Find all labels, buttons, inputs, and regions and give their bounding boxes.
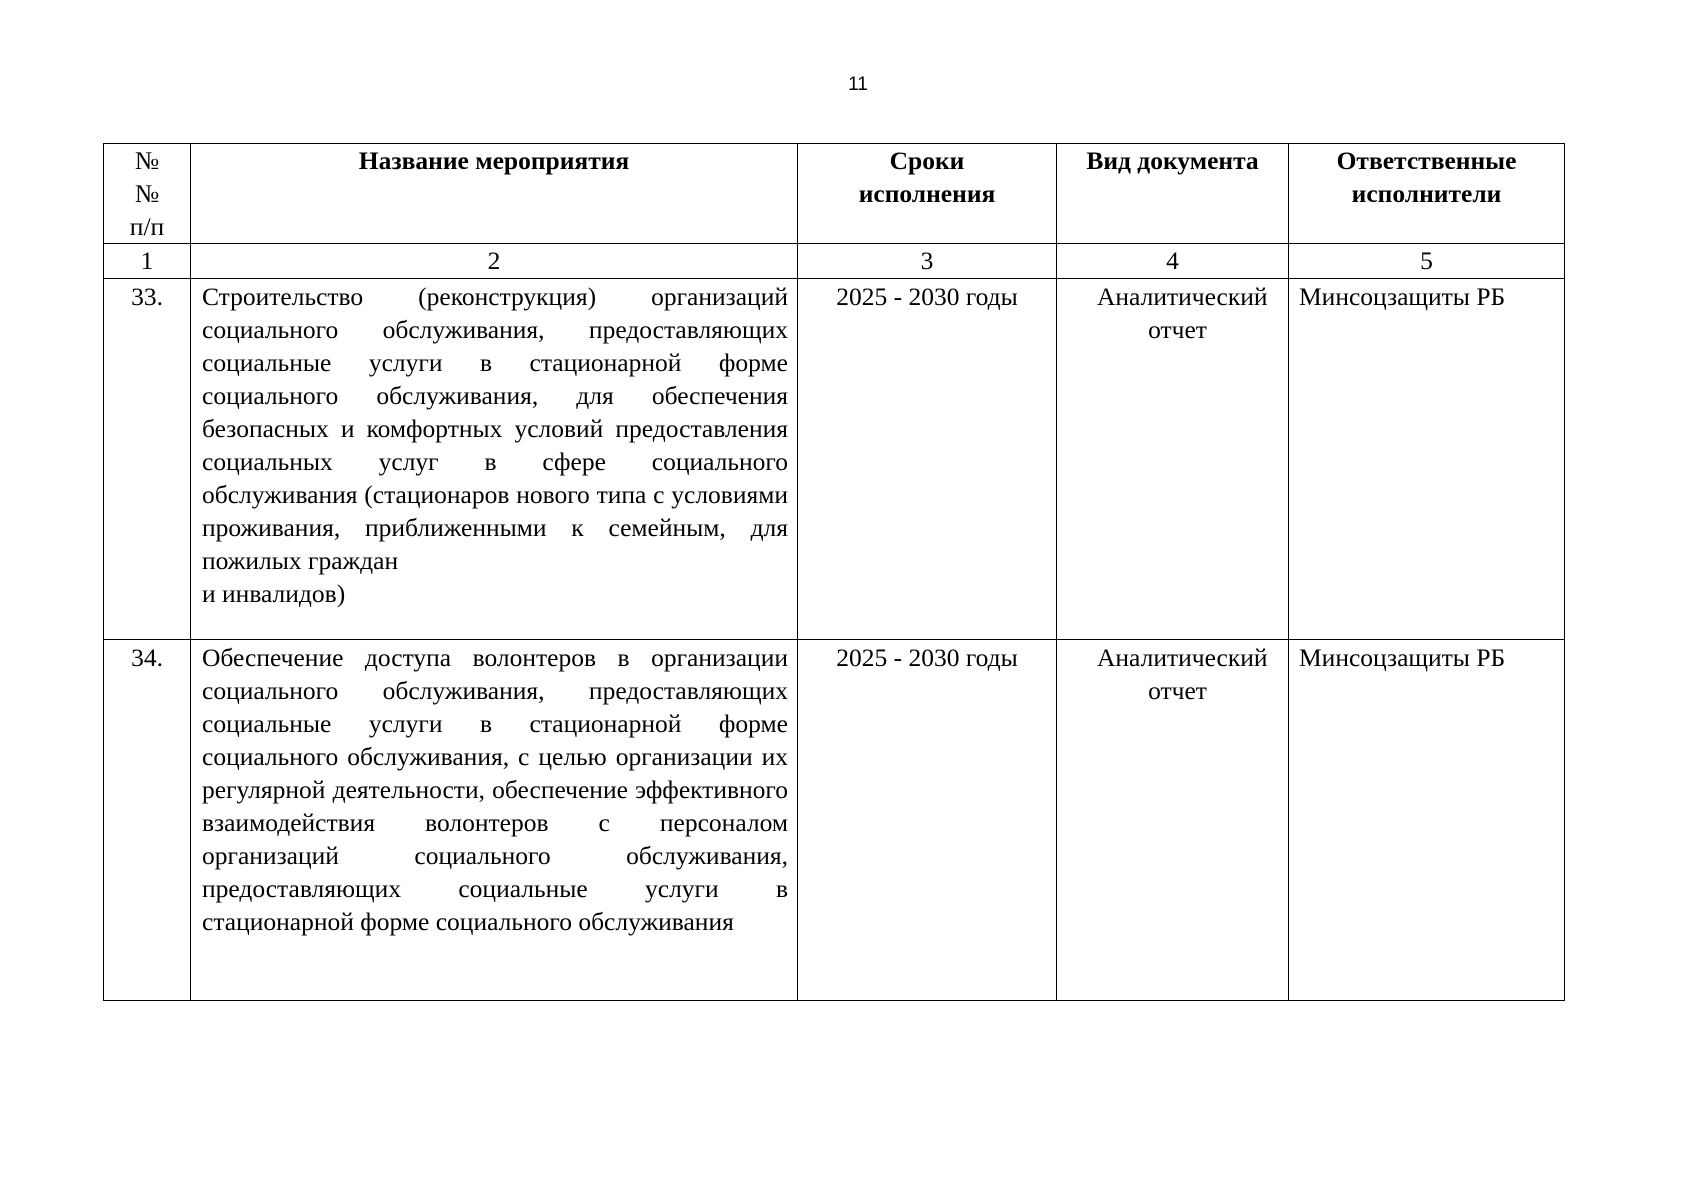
column-number: 2 — [191, 244, 798, 279]
column-number: 4 — [1057, 244, 1289, 279]
measure-name-continuation: и инвалидов) — [202, 579, 346, 608]
document-type: Аналитический отчет — [1057, 640, 1289, 1001]
deadline: 2025 - 2030 годы — [798, 279, 1057, 640]
header-deadline: Сроки исполнения — [798, 144, 1057, 244]
column-number: 1 — [104, 244, 191, 279]
document-type: Аналитический отчет — [1057, 279, 1289, 640]
deadline: 2025 - 2030 годы — [798, 640, 1057, 1001]
table-row — [104, 640, 1565, 1001]
header-document-type: Вид документа — [1057, 144, 1289, 244]
responsible-executor: Минсоцзащиты РБ — [1289, 279, 1565, 640]
page-number: 11 — [848, 74, 868, 95]
header-measure-name: Название мероприятия — [191, 144, 798, 244]
row-number: 34. — [104, 640, 191, 1001]
responsible-executor: Минсоцзащиты РБ — [1289, 640, 1565, 1001]
row-number: 33. — [104, 279, 191, 640]
table-header-row — [104, 144, 1565, 244]
column-numbers-row — [104, 244, 1565, 279]
header-responsible: Ответственные исполнители — [1289, 144, 1565, 244]
column-number: 3 — [798, 244, 1057, 279]
header-number: №№ п/п — [104, 144, 191, 244]
measure-name — [191, 640, 798, 1001]
table-row — [104, 279, 1565, 640]
measure-name-text: Обеспечение доступа волонтеров в организации социального обслуживания, предоставляющих социальные услуги в стационарной форме социального обслуживания, с целью организации их регулярной деятельности, обеспечение эффективного взаимодействия волонтеров с персоналом организаций социального обслуживания, предоставляющих социальные услуги в стационарной форме социального обслуживания — [202, 643, 788, 936]
column-number: 5 — [1289, 244, 1565, 279]
measures-table — [103, 143, 1565, 1001]
measure-name — [191, 279, 798, 640]
measure-name-text: Строительство (реконструкция) организаций социального обслуживания, предоставляющих социальные услуги в стационарной форме социального обслуживания, для обеспечения безопасных и комфортных условий предоставления социальных услуг в сфере социального обслуживания (стационаров нового типа с условиями проживания, приближенными к семейным, для пожилых граждан — [202, 282, 788, 575]
